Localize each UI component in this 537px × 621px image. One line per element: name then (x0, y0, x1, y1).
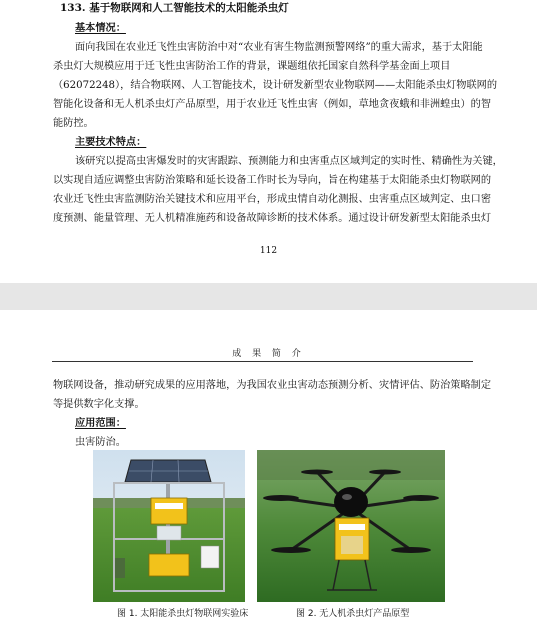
document-page-1 (0, 0, 537, 283)
paragraph-line: 能防控。 (53, 118, 94, 129)
paragraph-line: （62072248），结合物联网、人工智能技术，设计研发新型农业物联网——太阳能杀虫灯物联网的 (53, 80, 498, 91)
features-label: 主要技术特点： (75, 136, 147, 148)
paragraph-line: 杀虫灯大规模应用于迁飞性虫害防治工作的背景，课题组依托国家自然科学基金面上项目 (53, 61, 451, 72)
header-divider (52, 361, 473, 362)
basic-info-label: 基本情况： (75, 22, 126, 34)
paragraph-line: 以实现自适应调整虫害防治策略和延长设备工作时长为导向，旨在构建基于太阳能杀虫灯物联网的 (53, 175, 492, 186)
figure-2-photo (257, 450, 445, 602)
figure-1-caption: 图 1. 太阳能杀虫灯物联网实验床 (117, 609, 249, 619)
figure-1-photo (93, 450, 245, 602)
page-number: 112 (259, 246, 278, 256)
paragraph-line: 农业迁飞性虫害监测防治关键技术和应用平台，形成虫情自动化测报、虫害重点区域判定、虫口密 (53, 194, 492, 205)
paragraph-line: 物联网设备，推动研究成果的应用落地，为我国农业虫害动态预测分析、灾情评估、防治策略制定 (53, 380, 492, 391)
running-header: 成 果 简 介 (232, 349, 305, 359)
application-text: 虫害防治。 (75, 437, 126, 448)
paragraph-line: 等提供数字化支撑。 (53, 399, 145, 410)
document-page-2 (0, 310, 537, 621)
paragraph-line: 该研究以提高虫害爆发时的灾害跟踪、预测能力和虫害重点区域判定的实时性、精确性为关键， (75, 156, 503, 167)
figure-2-caption: 图 2. 无人机杀虫灯产品原型 (296, 609, 410, 619)
paragraph-line: 智能化设备和无人机杀虫灯产品原型，用于农业迁飞性虫害（例如，草地贪夜蛾和非洲蝗虫）的智 (53, 99, 492, 110)
section-heading: 133. 基于物联网和人工智能技术的太阳能杀虫灯 (60, 2, 289, 14)
application-label: 应用范围： (75, 417, 126, 429)
page-separator (0, 283, 537, 310)
paragraph-line: 面向我国在农业迁飞性虫害防治中对“农业有害生物监测预警网络”的重大需求，基于太阳能 (75, 42, 483, 53)
paragraph-line: 度预测、能量管理、无人机精准施药和设备故障诊断的技术体系。通过设计研发新型太阳能杀虫灯 (53, 213, 492, 224)
